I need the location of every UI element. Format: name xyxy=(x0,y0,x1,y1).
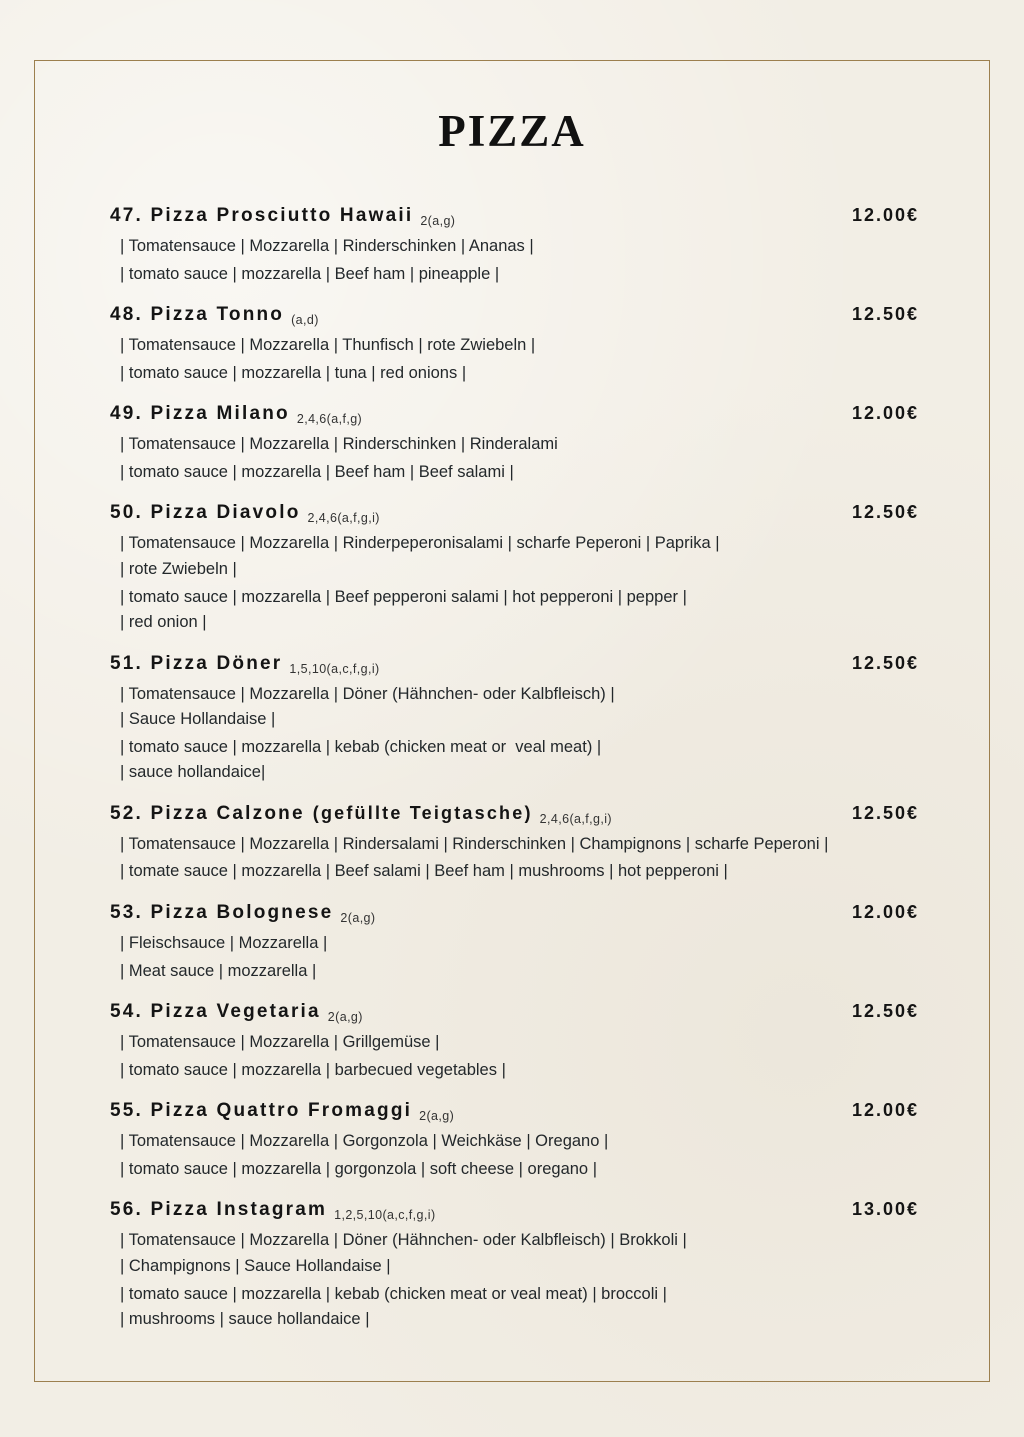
menu-item-header xyxy=(110,653,919,675)
description-line: | Meat sauce | mozzarella | xyxy=(120,961,317,980)
menu-item xyxy=(110,205,919,287)
description-line: | tomato sauce | mozzarella | kebab (chicken meat or veal meat) | xyxy=(120,737,602,756)
description-line: | Tomatensauce | Mozzarella | Döner (Hähnchen- oder Kalbfleisch) | xyxy=(120,684,615,703)
menu-item-header xyxy=(110,1100,919,1122)
menu-item-name-group xyxy=(110,205,455,227)
description-line: | Sauce Hollandaise | xyxy=(120,710,276,729)
allergen-code: 2(a,g) xyxy=(419,1109,455,1124)
menu-item-price: 12.50€ xyxy=(851,502,919,523)
menu-item-price: 12.00€ xyxy=(851,205,919,225)
menu-item-price: 12.50€ xyxy=(851,304,919,325)
menu-item-price: 12.50€ xyxy=(851,1001,919,1022)
menu-item-description-en xyxy=(120,735,919,786)
menu-item-name: 53. Pizza Bolognese xyxy=(110,902,334,923)
menu-item-description-en xyxy=(120,1282,919,1333)
menu-item-name: 48. Pizza Tonno xyxy=(110,304,285,326)
menu-item xyxy=(110,1001,919,1083)
menu-item-header xyxy=(110,902,919,924)
menu-item-description-en xyxy=(120,959,919,985)
menu-item-header xyxy=(110,1001,919,1023)
description-line: | Tomatensauce | Mozzarella | Thunfisch | rote Zwiebeln | xyxy=(120,336,536,355)
menu-item-name-group xyxy=(110,1001,363,1023)
menu-item-price: 12.50€ xyxy=(851,652,919,673)
menu-item-description-de xyxy=(120,1228,919,1279)
menu-item-header xyxy=(110,1199,919,1221)
menu-item-name-group xyxy=(110,403,362,425)
page-title: PIZZA xyxy=(438,106,586,156)
menu-item-description-de xyxy=(120,333,919,359)
description-line: | tomato sauce | mozzarella | Beef pepperoni salami | hot pepperoni | pepper | xyxy=(120,587,687,606)
menu-item-description-de xyxy=(120,832,919,858)
menu-item-price: 12.00€ xyxy=(851,403,919,424)
menu-item xyxy=(110,403,919,485)
description-line: | tomato sauce | mozzarella | Beef ham | Beef salami | xyxy=(120,462,514,481)
menu-item-header xyxy=(110,205,919,227)
description-line: | rote Zwiebeln | xyxy=(120,559,237,578)
description-line: | tomato sauce | mozzarella | kebab (chicken meat or veal meat) | broccoli | xyxy=(120,1284,667,1303)
description-line: | mushrooms | sauce hollandaice | xyxy=(120,1310,370,1329)
description-line: | Tomatensauce | Mozzarella | Döner (Hähnchen- oder Kalbfleisch) | Brokkoli | xyxy=(120,1231,687,1250)
description-line: | Fleischsauce | Mozzarella | xyxy=(120,934,328,952)
menu-item xyxy=(110,1199,919,1332)
menu-item-header xyxy=(110,803,919,825)
menu-item-name-group xyxy=(110,803,612,825)
menu-item-description-en xyxy=(120,1058,919,1084)
menu-item-name: 54. Pizza Vegetaria xyxy=(110,1001,321,1023)
description-line: | tomato sauce | mozzarella | gorgonzola | soft cheese | oregano | xyxy=(120,1159,597,1178)
menu-item-list xyxy=(110,205,919,1333)
allergen-code: 2,4,6(a,f,g,i) xyxy=(307,511,380,526)
menu-item-description-de xyxy=(120,682,919,733)
menu-item xyxy=(110,653,919,786)
menu-item-description-en xyxy=(120,585,919,636)
menu-item-name: 47. Pizza Prosciutto Hawaii xyxy=(110,205,414,226)
allergen-code: 1,2,5,10(a,c,f,g,i) xyxy=(334,1208,436,1223)
menu-item-description-de xyxy=(120,1129,919,1155)
menu-item-description-en xyxy=(120,361,919,387)
menu-item-header xyxy=(110,304,919,326)
menu-item-description-de xyxy=(120,234,919,260)
menu-item xyxy=(110,803,919,885)
menu-item-name-group xyxy=(110,1199,436,1221)
menu-item-name-group xyxy=(110,902,375,924)
description-line: | Tomatensauce | Mozzarella | Gorgonzola | Weichkäse | Oregano | xyxy=(120,1132,609,1151)
allergen-code: 2(a,g) xyxy=(327,1010,363,1025)
menu-item-subtitle: (gefüllte Teigtasche) xyxy=(312,802,533,823)
menu-item-price: 12.00€ xyxy=(851,1100,919,1121)
description-line: | Tomatensauce | Mozzarella | Rinderpeperonisalami | scharfe Peperoni | Paprika | xyxy=(120,534,720,553)
menu-item-header xyxy=(110,502,919,524)
menu-item-price: 12.50€ xyxy=(851,802,919,823)
menu-item-name: 51. Pizza Döner xyxy=(110,652,283,674)
menu-item-description-de xyxy=(120,531,919,582)
allergen-code: 2,4,6(a,f,g,i) xyxy=(539,811,612,826)
description-line: | tomato sauce | mozzarella | barbecued vegetables | xyxy=(120,1060,506,1079)
menu-item-description-en xyxy=(120,262,919,288)
menu-item-name: 55. Pizza Quattro Fromaggi xyxy=(110,1100,413,1122)
menu-item-name-group xyxy=(110,502,380,524)
menu-item xyxy=(110,902,919,984)
description-line: | sauce hollandaice| xyxy=(120,763,266,782)
menu-item-name: 52. Pizza Calzone xyxy=(110,802,305,824)
description-line: | tomato sauce | mozzarella | Beef ham | pineapple | xyxy=(120,264,500,283)
menu-item-name: 50. Pizza Diavolo xyxy=(110,502,301,524)
description-line: | Champignons | Sauce Hollandaise | xyxy=(120,1256,391,1275)
menu-item xyxy=(110,502,919,635)
menu-item-header xyxy=(110,403,919,425)
description-line: | tomate sauce | mozzarella | Beef salami | Beef ham | mushrooms | hot pepperoni | xyxy=(120,862,728,881)
menu-item-description-de xyxy=(120,931,919,957)
allergen-code: (a,d) xyxy=(291,313,319,328)
menu-item-name-group xyxy=(110,304,319,326)
menu-item-name: 56. Pizza Instagram xyxy=(110,1199,328,1221)
menu-item-price: 12.00€ xyxy=(851,902,919,922)
menu-item-price: 13.00€ xyxy=(851,1199,919,1220)
menu-item-name-group xyxy=(110,653,380,675)
description-line: | Tomatensauce | Mozzarella | Rinderschinken | Rinderalami xyxy=(120,435,558,454)
menu-item xyxy=(110,1100,919,1182)
menu-item xyxy=(110,304,919,386)
allergen-code: 2(a,g) xyxy=(340,911,376,925)
description-line: | red onion | xyxy=(120,613,207,632)
menu-item-description-de xyxy=(120,432,919,458)
description-line: | tomato sauce | mozzarella | tuna | red onions | xyxy=(120,363,467,382)
menu-item-name-group xyxy=(110,1100,454,1122)
description-line: | Tomatensauce | Mozzarella | Rinderschinken | Ananas | xyxy=(120,237,534,255)
allergen-code: 2(a,g) xyxy=(420,214,456,228)
menu-item-description-de xyxy=(120,1030,919,1056)
description-line: | Tomatensauce | Mozzarella | Grillgemüse | xyxy=(120,1033,440,1052)
menu-item-name: 49. Pizza Milano xyxy=(110,403,290,425)
description-line: | Tomatensauce | Mozzarella | Rindersalami | Rinderschinken | Champignons | scharfe Peperoni | xyxy=(120,834,829,853)
menu-item-description-en xyxy=(120,460,919,486)
menu-item-description-en xyxy=(120,1157,919,1183)
allergen-code: 1,5,10(a,c,f,g,i) xyxy=(289,661,380,676)
allergen-code: 2,4,6(a,f,g) xyxy=(296,412,363,427)
menu-item-description-en xyxy=(120,859,919,885)
